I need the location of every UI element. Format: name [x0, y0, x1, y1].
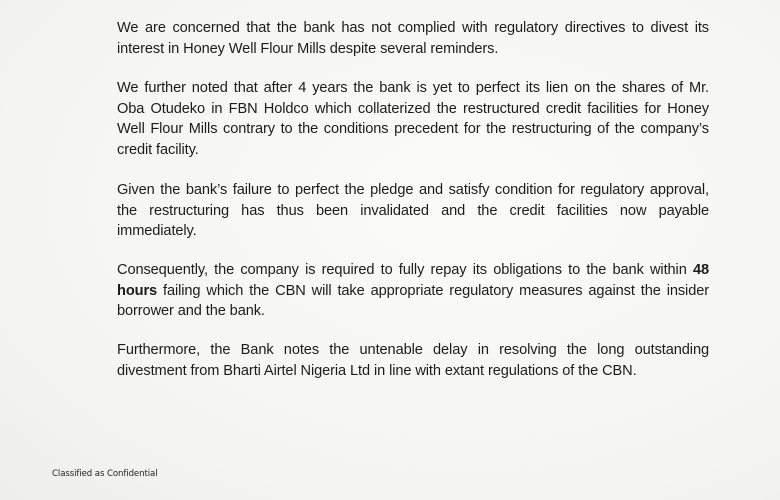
paragraph-lien-shares	[117, 78, 709, 160]
text-line: Given the bank’s failure to perfect the pledge and satisfy condition for regulatory approval,	[117, 182, 709, 198]
text-line: Well Flour Mills contrary to the conditions precedent for the restructuring of the company’s	[117, 121, 709, 137]
deadline-number: 48	[692, 262, 709, 278]
text-segment: Consequently, the company is required to fully repay its obligations to the bank within	[117, 262, 687, 278]
paragraph-repayment-demand	[117, 260, 709, 322]
paragraph-divestment-directive	[117, 18, 709, 59]
text-line: We further noted that after 4 years the bank is yet to perfect its lien on the shares of Mr.	[117, 80, 709, 96]
text-line	[117, 260, 709, 281]
text-line: Furthermore, the Bank notes the untenable delay in resolving the long outstanding	[117, 342, 709, 358]
text-line	[117, 281, 709, 302]
text-segment: failing which the CBN will take appropriate regulatory measures against the insider	[157, 282, 709, 299]
text-line: borrower and the bank.	[117, 303, 265, 319]
text-line: interest in Honey Well Flour Mills despite several reminders.	[117, 40, 499, 57]
text-line: immediately.	[117, 223, 197, 239]
deadline-unit: hours	[117, 282, 158, 299]
text-line: We are concerned that the bank has not complied with regulatory directives to divest its	[117, 20, 709, 36]
classification-footer: Classified as Confidential	[52, 469, 158, 479]
text-line: Oba Otudeko in FBN Holdco which collaterized the restructured credit facilities for Honey	[117, 100, 709, 117]
paragraph-restructuring-invalidated	[117, 180, 709, 242]
paragraph-airtel-divestment	[117, 340, 709, 381]
text-line: credit facility.	[117, 141, 199, 158]
text-line: the restructuring has thus been invalidated and the credit facilities now payable	[117, 202, 709, 219]
text-line: divestment from Bharti Airtel Nigeria Ltd in line with extant regulations of the CBN.	[117, 362, 637, 379]
